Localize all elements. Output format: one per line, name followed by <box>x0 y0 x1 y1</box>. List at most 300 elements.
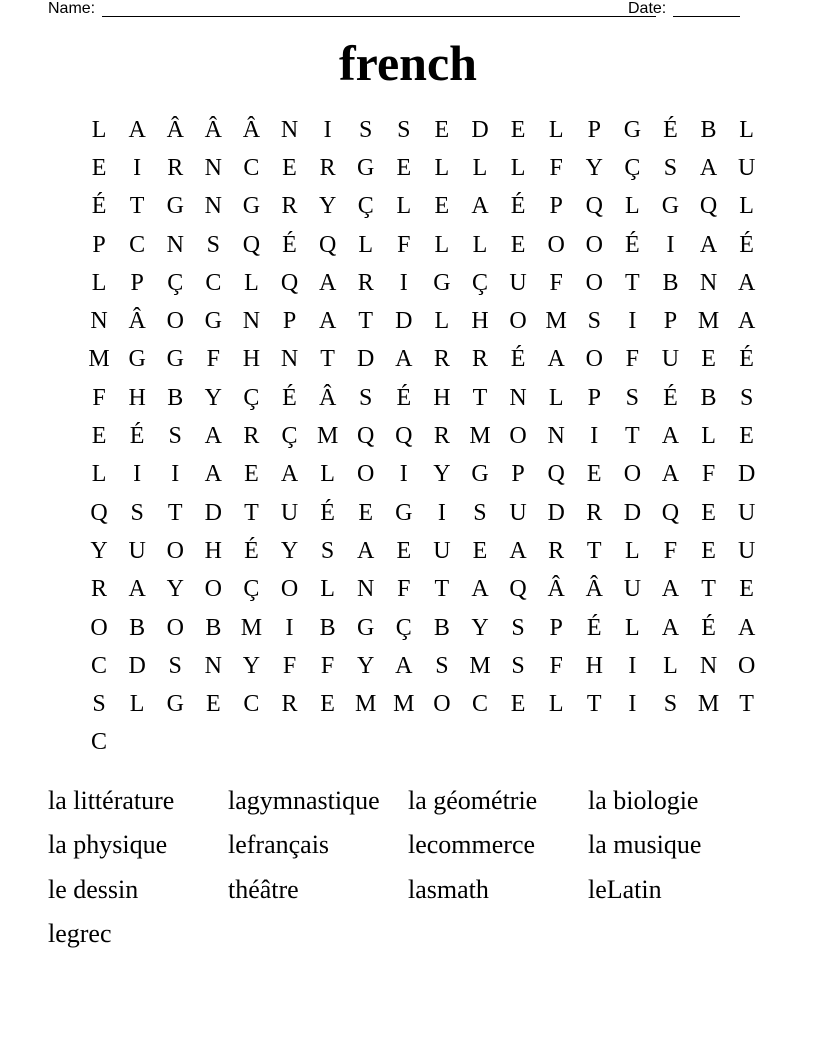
grid-cell: Y <box>242 652 261 679</box>
grid-cell: Â <box>166 116 184 143</box>
grid-cell: M <box>316 423 339 450</box>
grid-cell: N <box>204 154 222 181</box>
grid-cell: O <box>357 461 375 488</box>
grid-cell: M <box>545 308 567 335</box>
grid-cell: S <box>168 423 182 450</box>
grid-cell: H <box>128 384 146 411</box>
grid-cell: M <box>469 423 491 450</box>
grid-cell: Y <box>318 193 337 220</box>
grid-cell: H <box>204 537 222 564</box>
grid-cell: N <box>280 116 299 143</box>
grid-cell: T <box>625 423 640 450</box>
grid-cell: S <box>739 384 754 411</box>
grid-cell: M <box>355 691 377 718</box>
grid-cell: U <box>509 269 527 296</box>
grid-cell: É <box>739 231 754 258</box>
grid-cell: L <box>396 193 412 220</box>
grid-cell: C <box>243 154 260 181</box>
grid-cell: C <box>129 231 146 258</box>
grid-cell: R <box>471 346 488 373</box>
grid-cell: B <box>662 269 679 296</box>
grid-cell: Ç <box>395 614 412 641</box>
grid-cell: F <box>397 576 411 603</box>
grid-cell: P <box>549 193 563 220</box>
grid-cell: O <box>433 691 451 718</box>
grid-cell: É <box>396 384 412 411</box>
grid-cell: O <box>585 346 603 373</box>
grid-cell: D <box>623 499 642 526</box>
grid-cell: N <box>699 269 718 296</box>
grid-cell: P <box>587 384 601 411</box>
grid-cell: E <box>701 537 716 564</box>
grid-cell: B <box>433 614 450 641</box>
grid-cell: N <box>90 308 108 335</box>
name-label: Name: <box>48 0 96 17</box>
grid-cell: D <box>395 308 413 335</box>
grid-cell: E <box>510 231 526 258</box>
grid-cell: F <box>625 346 640 373</box>
grid-cell: R <box>243 423 260 450</box>
grid-cell: Q <box>395 423 413 450</box>
grid-cell: T <box>244 499 259 526</box>
grid-cell: R <box>281 691 298 718</box>
grid-cell: A <box>737 269 756 296</box>
grid-cell: Q <box>280 269 299 296</box>
grid-cell: F <box>549 652 563 679</box>
grid-cell: L <box>510 154 526 181</box>
word-list-item: la physique <box>48 830 168 860</box>
word-list-item: la biologie <box>588 786 699 816</box>
word-list-item: la littérature <box>48 786 175 816</box>
grid-cell: N <box>547 423 565 450</box>
grid-cell: L <box>320 576 335 603</box>
grid-cell: I <box>437 499 446 526</box>
grid-cell: H <box>242 346 261 373</box>
grid-cell: L <box>548 384 564 411</box>
date-label: Date: <box>628 0 667 17</box>
grid-cell: I <box>666 231 675 258</box>
grid-cell: Q <box>357 423 375 450</box>
grid-cell: L <box>739 116 754 143</box>
grid-cell: Q <box>509 576 527 603</box>
grid-cell: É <box>91 193 107 220</box>
grid-cell: P <box>587 116 601 143</box>
grid-cell: A <box>318 308 337 335</box>
grid-cell: N <box>357 576 375 603</box>
grid-cell: E <box>510 691 526 718</box>
grid-cell: B <box>167 384 184 411</box>
grid-cell: N <box>166 231 184 258</box>
word-list-item: la musique <box>588 830 702 860</box>
grid-cell: I <box>171 461 180 488</box>
grid-cell: Y <box>357 652 375 679</box>
grid-cell: M <box>88 346 110 373</box>
grid-cell: I <box>628 308 637 335</box>
grid-cell: S <box>663 154 678 181</box>
grid-cell: Q <box>699 193 718 220</box>
grid-cell: P <box>663 308 678 335</box>
word-list-item: leLatin <box>588 874 662 904</box>
grid-cell: S <box>511 614 525 641</box>
grid-cell: S <box>359 384 373 411</box>
grid-cell: Ç <box>624 154 641 181</box>
grid-cell: A <box>471 576 489 603</box>
grid-cell: Ç <box>243 384 260 411</box>
grid-cell: Q <box>661 499 680 526</box>
grid-cell: É <box>739 346 754 373</box>
grid-cell: E <box>701 346 716 373</box>
grid-cell: P <box>549 614 563 641</box>
grid-cell: Ç <box>357 193 374 220</box>
grid-cell: A <box>661 614 680 641</box>
grid-cell: G <box>661 193 680 220</box>
grid-cell: U <box>661 346 680 373</box>
grid-cell: O <box>585 269 603 296</box>
grid-cell: F <box>320 652 335 679</box>
grid-cell: R <box>586 499 603 526</box>
grid-cell: P <box>282 308 297 335</box>
grid-cell: S <box>320 537 335 564</box>
grid-cell: N <box>242 308 261 335</box>
grid-cell: G <box>166 193 184 220</box>
grid-cell: L <box>358 231 374 258</box>
grid-cell: G <box>128 346 146 373</box>
grid-cell: E <box>205 691 221 718</box>
grid-cell: A <box>395 346 413 373</box>
grid-cell: C <box>91 729 108 756</box>
grid-cell: O <box>547 231 565 258</box>
grid-cell: H <box>471 308 489 335</box>
grid-cell: O <box>509 423 527 450</box>
grid-cell: É <box>510 193 526 220</box>
grid-cell: A <box>737 308 756 335</box>
word-list-item: lasmath <box>408 874 489 904</box>
grid-cell: M <box>697 308 720 335</box>
grid-cell: O <box>90 614 108 641</box>
grid-cell: G <box>166 346 184 373</box>
grid-cell: E <box>244 461 259 488</box>
grid-cell: Y <box>204 384 222 411</box>
grid-cell: Q <box>318 231 337 258</box>
grid-cell: S <box>206 231 220 258</box>
grid-cell: Y <box>471 614 489 641</box>
grid-cell: I <box>628 691 637 718</box>
grid-cell: U <box>623 576 642 603</box>
grid-cell: E <box>739 423 754 450</box>
grid-cell: L <box>625 537 640 564</box>
grid-cell: Â <box>242 116 261 143</box>
grid-cell: É <box>282 384 297 411</box>
grid-cell: E <box>320 691 335 718</box>
grid-cell: O <box>166 308 184 335</box>
name-field[interactable] <box>102 16 656 17</box>
grid-cell: I <box>133 154 142 181</box>
grid-cell: U <box>509 499 527 526</box>
grid-cell: A <box>737 614 756 641</box>
grid-cell: F <box>92 384 106 411</box>
grid-cell: Q <box>547 461 565 488</box>
grid-cell: Ç <box>243 576 260 603</box>
grid-cell: D <box>737 461 756 488</box>
word-list-item: lecommerce <box>408 830 536 860</box>
grid-cell: S <box>397 116 411 143</box>
grid-cell: C <box>243 691 260 718</box>
grid-cell: L <box>625 614 640 641</box>
grid-cell: É <box>663 116 678 143</box>
grid-cell: E <box>396 537 412 564</box>
grid-cell: U <box>433 537 451 564</box>
grid-cell: Ç <box>471 269 488 296</box>
grid-cell: L <box>434 308 450 335</box>
grid-cell: O <box>737 652 756 679</box>
grid-cell: U <box>737 154 756 181</box>
page-title: french <box>339 35 477 91</box>
grid-cell: L <box>548 691 564 718</box>
grid-cell: F <box>282 652 297 679</box>
word-list-item: la géométrie <box>408 786 538 816</box>
grid-cell: L <box>91 461 107 488</box>
grid-cell: É <box>701 614 716 641</box>
grid-cell: T <box>739 691 754 718</box>
grid-cell: O <box>166 537 184 564</box>
grid-cell: G <box>166 691 184 718</box>
grid-cell: L <box>320 461 335 488</box>
grid-cell: N <box>280 346 299 373</box>
grid-cell: I <box>323 116 332 143</box>
grid-cell: T <box>167 499 183 526</box>
grid-cell: L <box>91 116 107 143</box>
grid-cell: O <box>585 231 603 258</box>
grid-cell: E <box>510 116 526 143</box>
grid-cell: U <box>737 499 756 526</box>
grid-cell: A <box>547 346 565 373</box>
grid-cell: B <box>129 614 146 641</box>
word-list-item: lagymnastique <box>228 786 380 816</box>
grid-cell: O <box>623 461 642 488</box>
word-list-item: le dessin <box>48 874 139 904</box>
grid-cell: S <box>168 652 182 679</box>
grid-cell: U <box>280 499 299 526</box>
grid-cell: É <box>510 346 526 373</box>
grid-cell: F <box>397 231 411 258</box>
letter-grid <box>80 111 766 762</box>
grid-cell: D <box>547 499 565 526</box>
grid-cell: É <box>663 384 678 411</box>
grid-cell: Y <box>90 537 108 564</box>
grid-cell: F <box>549 269 563 296</box>
grid-cell: F <box>206 346 220 373</box>
grid-cell: F <box>701 461 716 488</box>
grid-cell: B <box>319 614 336 641</box>
grid-cell: A <box>357 537 375 564</box>
grid-cell: L <box>701 423 716 450</box>
grid-cell: C <box>91 652 108 679</box>
grid-cell: P <box>511 461 525 488</box>
grid-cell: T <box>625 269 640 296</box>
grid-cell: I <box>590 423 599 450</box>
grid-cell: U <box>737 537 756 564</box>
grid-cell: Y <box>280 537 299 564</box>
grid-cell: A <box>318 269 337 296</box>
grid-cell: G <box>242 193 261 220</box>
grid-cell: T <box>320 346 335 373</box>
grid-cell: L <box>434 154 450 181</box>
grid-cell: S <box>625 384 640 411</box>
grid-cell: E <box>701 499 716 526</box>
grid-cell: R <box>433 423 450 450</box>
grid-cell: L <box>625 193 640 220</box>
grid-cell: E <box>396 154 412 181</box>
grid-cell: A <box>661 461 680 488</box>
grid-cell: B <box>700 384 717 411</box>
grid-cell: Y <box>585 154 603 181</box>
grid-cell: I <box>399 461 408 488</box>
grid-cell: E <box>739 576 754 603</box>
grid-cell: D <box>128 652 146 679</box>
word-list-item: legrec <box>48 919 112 949</box>
grid-cell: O <box>509 308 527 335</box>
grid-cell: A <box>699 154 718 181</box>
grid-cell: B <box>205 614 222 641</box>
grid-cell: R <box>319 154 336 181</box>
grid-cell: É <box>625 231 640 258</box>
grid-cell: I <box>285 614 294 641</box>
grid-cell: P <box>130 269 144 296</box>
grid-cell: T <box>434 576 450 603</box>
grid-cell: O <box>204 576 222 603</box>
grid-cell: T <box>701 576 716 603</box>
grid-cell: D <box>471 116 489 143</box>
grid-cell: S <box>130 499 144 526</box>
grid-cell: Q <box>242 231 261 258</box>
date-field[interactable] <box>673 16 740 17</box>
grid-cell: N <box>204 652 222 679</box>
grid-cell: R <box>281 193 298 220</box>
header <box>48 0 740 20</box>
grid-cell: R <box>433 346 450 373</box>
grid-cell: G <box>357 614 375 641</box>
grid-cell: Q <box>585 193 603 220</box>
grid-cell: E <box>91 423 107 450</box>
grid-cell: L <box>739 193 754 220</box>
grid-cell: É <box>586 614 602 641</box>
grid-cell: A <box>509 537 527 564</box>
grid-cell: A <box>204 423 222 450</box>
grid-cell: T <box>129 193 145 220</box>
grid-cell: L <box>663 652 678 679</box>
grid-cell: D <box>357 346 375 373</box>
grid-cell: A <box>661 576 680 603</box>
grid-cell: E <box>472 537 488 564</box>
grid-cell: A <box>128 116 146 143</box>
grid-cell: S <box>663 691 678 718</box>
grid-cell: Â <box>204 116 222 143</box>
grid-cell: L <box>244 269 259 296</box>
grid-cell: É <box>282 231 297 258</box>
grid-cell: C <box>471 691 488 718</box>
grid-cell: L <box>548 116 564 143</box>
grid-cell: T <box>472 384 488 411</box>
grid-cell: A <box>471 193 489 220</box>
grid-cell: A <box>699 231 718 258</box>
grid-cell: E <box>434 116 450 143</box>
grid-cell: É <box>320 499 335 526</box>
grid-cell: G <box>471 461 489 488</box>
grid-cell: O <box>166 614 184 641</box>
grid-cell: G <box>433 269 451 296</box>
grid-cell: I <box>133 461 142 488</box>
grid-cell: Â <box>547 576 565 603</box>
grid-cell: M <box>697 691 720 718</box>
grid-cell: L <box>91 269 107 296</box>
grid-cell: A <box>204 461 222 488</box>
grid-cell: Â <box>585 576 603 603</box>
grid-cell: I <box>399 269 408 296</box>
grid-cell: E <box>282 154 297 181</box>
grid-cell: T <box>358 308 374 335</box>
grid-cell: T <box>586 691 602 718</box>
grid-cell: F <box>663 537 678 564</box>
grid-cell: E <box>586 461 602 488</box>
grid-cell: R <box>91 576 108 603</box>
grid-cell: E <box>434 193 450 220</box>
grid-cell: D <box>204 499 222 526</box>
grid-cell: G <box>623 116 642 143</box>
grid-cell: L <box>472 154 488 181</box>
grid-cell: P <box>92 231 106 258</box>
grid-cell: A <box>128 576 146 603</box>
grid-cell: Q <box>90 499 108 526</box>
grid-cell: T <box>586 537 602 564</box>
grid-cell: É <box>129 423 145 450</box>
word-list-item: lefrançais <box>228 830 330 860</box>
word-list-item: théâtre <box>228 874 299 904</box>
grid-cell: Y <box>166 576 184 603</box>
grid-cell: G <box>357 154 375 181</box>
grid-cell: I <box>628 652 637 679</box>
grid-cell: É <box>244 537 259 564</box>
grid-cell: A <box>395 652 413 679</box>
grid-cell: S <box>359 116 373 143</box>
grid-cell: N <box>699 652 718 679</box>
grid-cell: F <box>549 154 563 181</box>
grid-cell: H <box>433 384 451 411</box>
grid-cell: U <box>128 537 146 564</box>
grid-cell: S <box>92 691 106 718</box>
grid-cell: E <box>358 499 374 526</box>
grid-cell: Â <box>128 308 146 335</box>
grid-cell: G <box>395 499 413 526</box>
grid-cell: R <box>167 154 184 181</box>
grid-cell: L <box>434 231 450 258</box>
grid-cell: A <box>280 461 299 488</box>
grid-cell: M <box>393 691 415 718</box>
grid-cell: M <box>469 652 491 679</box>
grid-cell: N <box>509 384 527 411</box>
grid-cell: R <box>548 537 565 564</box>
grid-cell: N <box>204 193 222 220</box>
grid-cell: B <box>700 116 717 143</box>
grid-cell: L <box>472 231 488 258</box>
grid-cell: O <box>280 576 299 603</box>
grid-cell: M <box>240 614 263 641</box>
grid-cell: S <box>587 308 601 335</box>
grid-cell: Ç <box>167 269 184 296</box>
grid-cell: Y <box>433 461 451 488</box>
grid-cell: Â <box>318 384 337 411</box>
grid-cell: S <box>511 652 525 679</box>
grid-cell: G <box>204 308 222 335</box>
